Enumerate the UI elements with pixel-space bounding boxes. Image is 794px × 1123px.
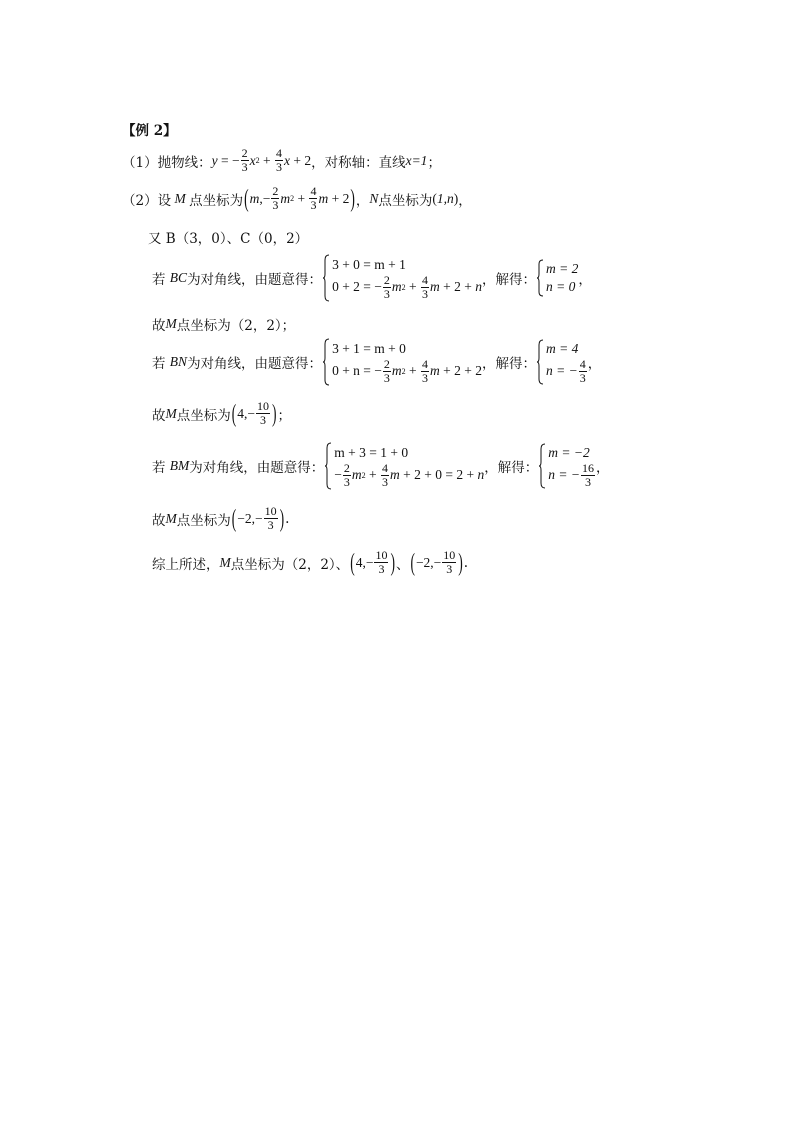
- fraction-4-3: $\frac{4}{3}$: [275, 146, 282, 174]
- brace-icon: [538, 443, 546, 489]
- case-bn: 若 BN 为对角线，由题意得： 3 + 1 = m + 0 0 + n = − $\frac{2}{3}$ m 2 + $\frac{4}{3}$ m + 2 + 2 ，解得： m = 4 n = − $\frac{4}{3}$ ，: [152, 338, 601, 386]
- result-bc: 故 M 点坐标为（2，2）；: [152, 316, 296, 334]
- equation-system-bc: 3 + 0 = m + 1 0 + 2 = − $\frac{2}{3}$ m 2 + $\frac{4}{3}$ m + 2 + n: [322, 254, 482, 302]
- example-title: 【例 2】: [122, 123, 177, 139]
- summary-line: 综上所述， M 点坐标为（2，2）、 ( 4,− $\frac{10}{3}$ ) 、 ( −2,− $\frac{10}{3}$ ) .: [152, 547, 469, 576]
- brace-icon: [536, 259, 544, 297]
- case-bm: 若 BM 为对角线，由题意得： m + 3 = 1 + 0 − $\frac{2}{3}$ m 2 + $\frac{4}{3}$ m + 2 + 0 = 2 + n ，解得： m = −2 n = − $\frac{16}{3}$ ，: [152, 442, 610, 490]
- brace-icon: [322, 254, 330, 302]
- brace-icon: [536, 339, 544, 385]
- part-1-line: （1）抛物线： y = − $\frac{2}{3}$ x 2 + $\frac{4}{3}$ x + 2 ，对称轴：直线 x=1 ；: [122, 146, 441, 174]
- points-line: 又 B（3，0）、C（0，2）: [148, 231, 309, 247]
- result-bm: 故 M 点坐标为 ( −2,− $\frac{10}{3}$ ) .: [152, 503, 290, 532]
- result-bn: 故 M 点坐标为 ( 4,− $\frac{10}{3}$ ) ；: [152, 398, 291, 427]
- part-2-line: （2）设 M 点坐标为 ( m ,− $\frac{2}{3}$ m 2 + $\frac{4}{3}$ m + 2 ) ， N 点坐标为 ( 1,n ) ，: [122, 183, 472, 212]
- brace-icon: [324, 442, 332, 490]
- case-bc: 若 BC 为对角线，由题意得： 3 + 0 = m + 1 0 + 2 = − $\frac{2}{3}$ m 2 + $\frac{4}{3}$ m + 2 + n ，解得： m = 2 n = 0 ，: [152, 254, 592, 302]
- fraction-2-3: $\frac{2}{3}$: [241, 146, 248, 174]
- brace-icon: [322, 338, 330, 386]
